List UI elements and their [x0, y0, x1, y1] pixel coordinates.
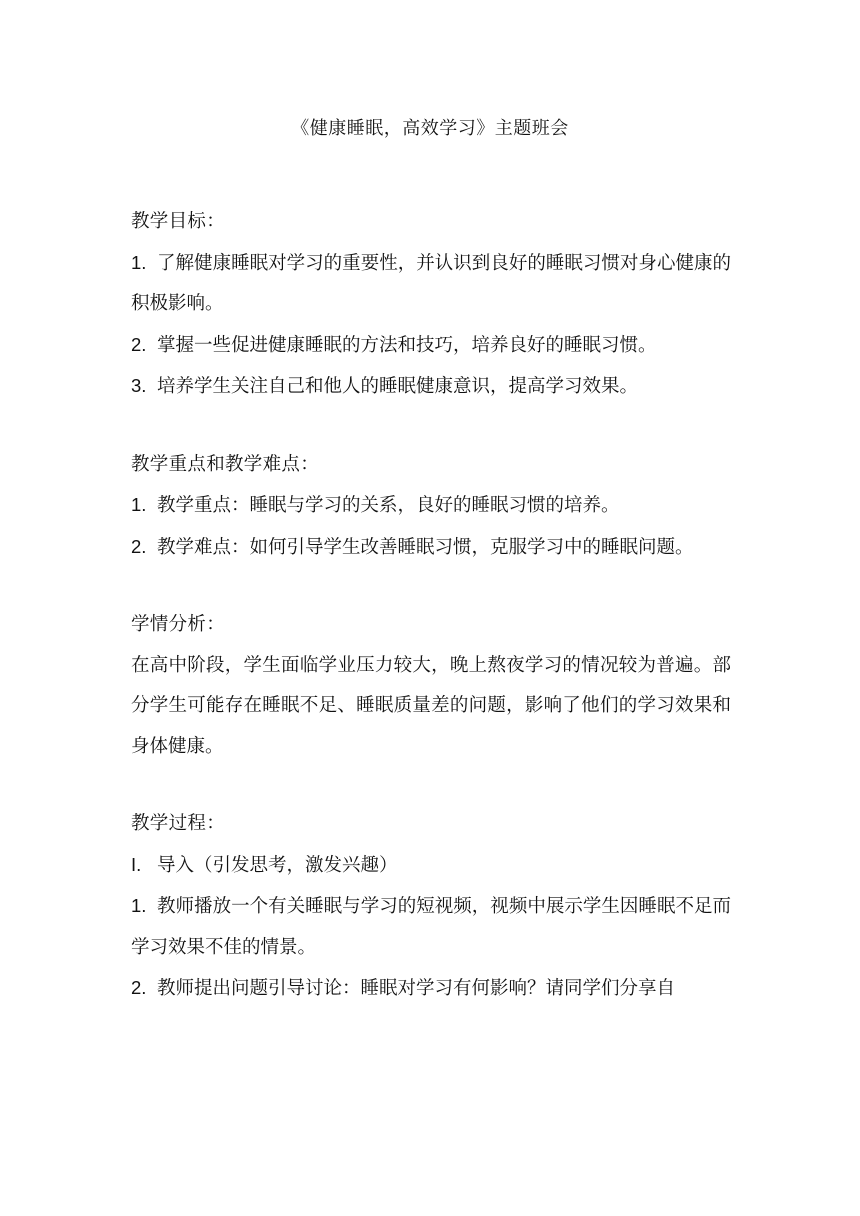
- key-point-item-2-number: 2.: [131, 535, 147, 557]
- key-point-item-1-text: 教学重点：睡眠与学习的关系，良好的睡眠习惯的培养。: [157, 495, 620, 516]
- document-body: [131, 202, 731, 1010]
- process-section-1-number: I.: [131, 853, 142, 875]
- process-item-2: [131, 968, 731, 1010]
- section-gap: [131, 408, 731, 445]
- key-point-item-2: [131, 527, 731, 569]
- key-point-item-2-text: 教学难点：如何引导学生改善睡眠习惯，克服学习中的睡眠问题。: [157, 536, 694, 558]
- key-point-item-1-number: 1.: [131, 494, 147, 515]
- section-gap: [131, 568, 731, 605]
- analysis-heading: 学情分析：: [131, 614, 226, 635]
- process-item-1-text: 教师播放一个有关睡眠与学习的短视频，视频中展示学生因睡眠不足而学习效果不佳的情景。: [131, 896, 731, 958]
- process-section-1-text: 导入（引发思考，激发兴趣）: [157, 854, 398, 876]
- objective-item-1: [131, 243, 731, 325]
- objective-item-2: [131, 325, 731, 367]
- process-section-1: [131, 845, 731, 887]
- objective-item-3-text: 培养学生关注自己和他人的睡眠健康意识，提高学习效果。: [157, 376, 639, 397]
- objective-item-2-text: 掌握一些促进健康睡眠的方法和技巧，培养良好的睡眠习惯。: [157, 334, 657, 356]
- analysis-paragraph: 在高中阶段，学生面临学业压力较大，晚上熬夜学习的情况较为普遍。部分学生可能存在睡眠不足、睡眠质量差的问题，影响了他们的学习效果和身体健康。: [131, 654, 731, 757]
- document-title: 《健康睡眠，高效学习》主题班会: [291, 118, 569, 139]
- section-gap: [131, 767, 731, 804]
- objective-item-2-number: 2.: [131, 333, 147, 355]
- objective-item-1-text: 了解健康睡眠对学习的重要性，并认识到良好的睡眠习惯对身心健康的积极影响。: [131, 252, 731, 314]
- key-point-item-1: [131, 485, 731, 527]
- objective-item-1-number: 1.: [131, 251, 147, 273]
- key-points-heading: 教学重点和教学难点：: [131, 453, 320, 475]
- process-item-2-text: 教师提出问题引导讨论：睡眠对学习有何影响？请同学们分享自: [157, 978, 676, 999]
- objectives-heading: 教学目标：: [131, 211, 226, 232]
- objective-item-3-number: 3.: [131, 375, 147, 396]
- process-item-1: [131, 886, 731, 968]
- process-heading: 教学过程：: [131, 813, 226, 834]
- process-item-1-number: 1.: [131, 895, 147, 916]
- objective-item-3: [131, 366, 731, 408]
- process-item-2-number: 2.: [131, 977, 147, 998]
